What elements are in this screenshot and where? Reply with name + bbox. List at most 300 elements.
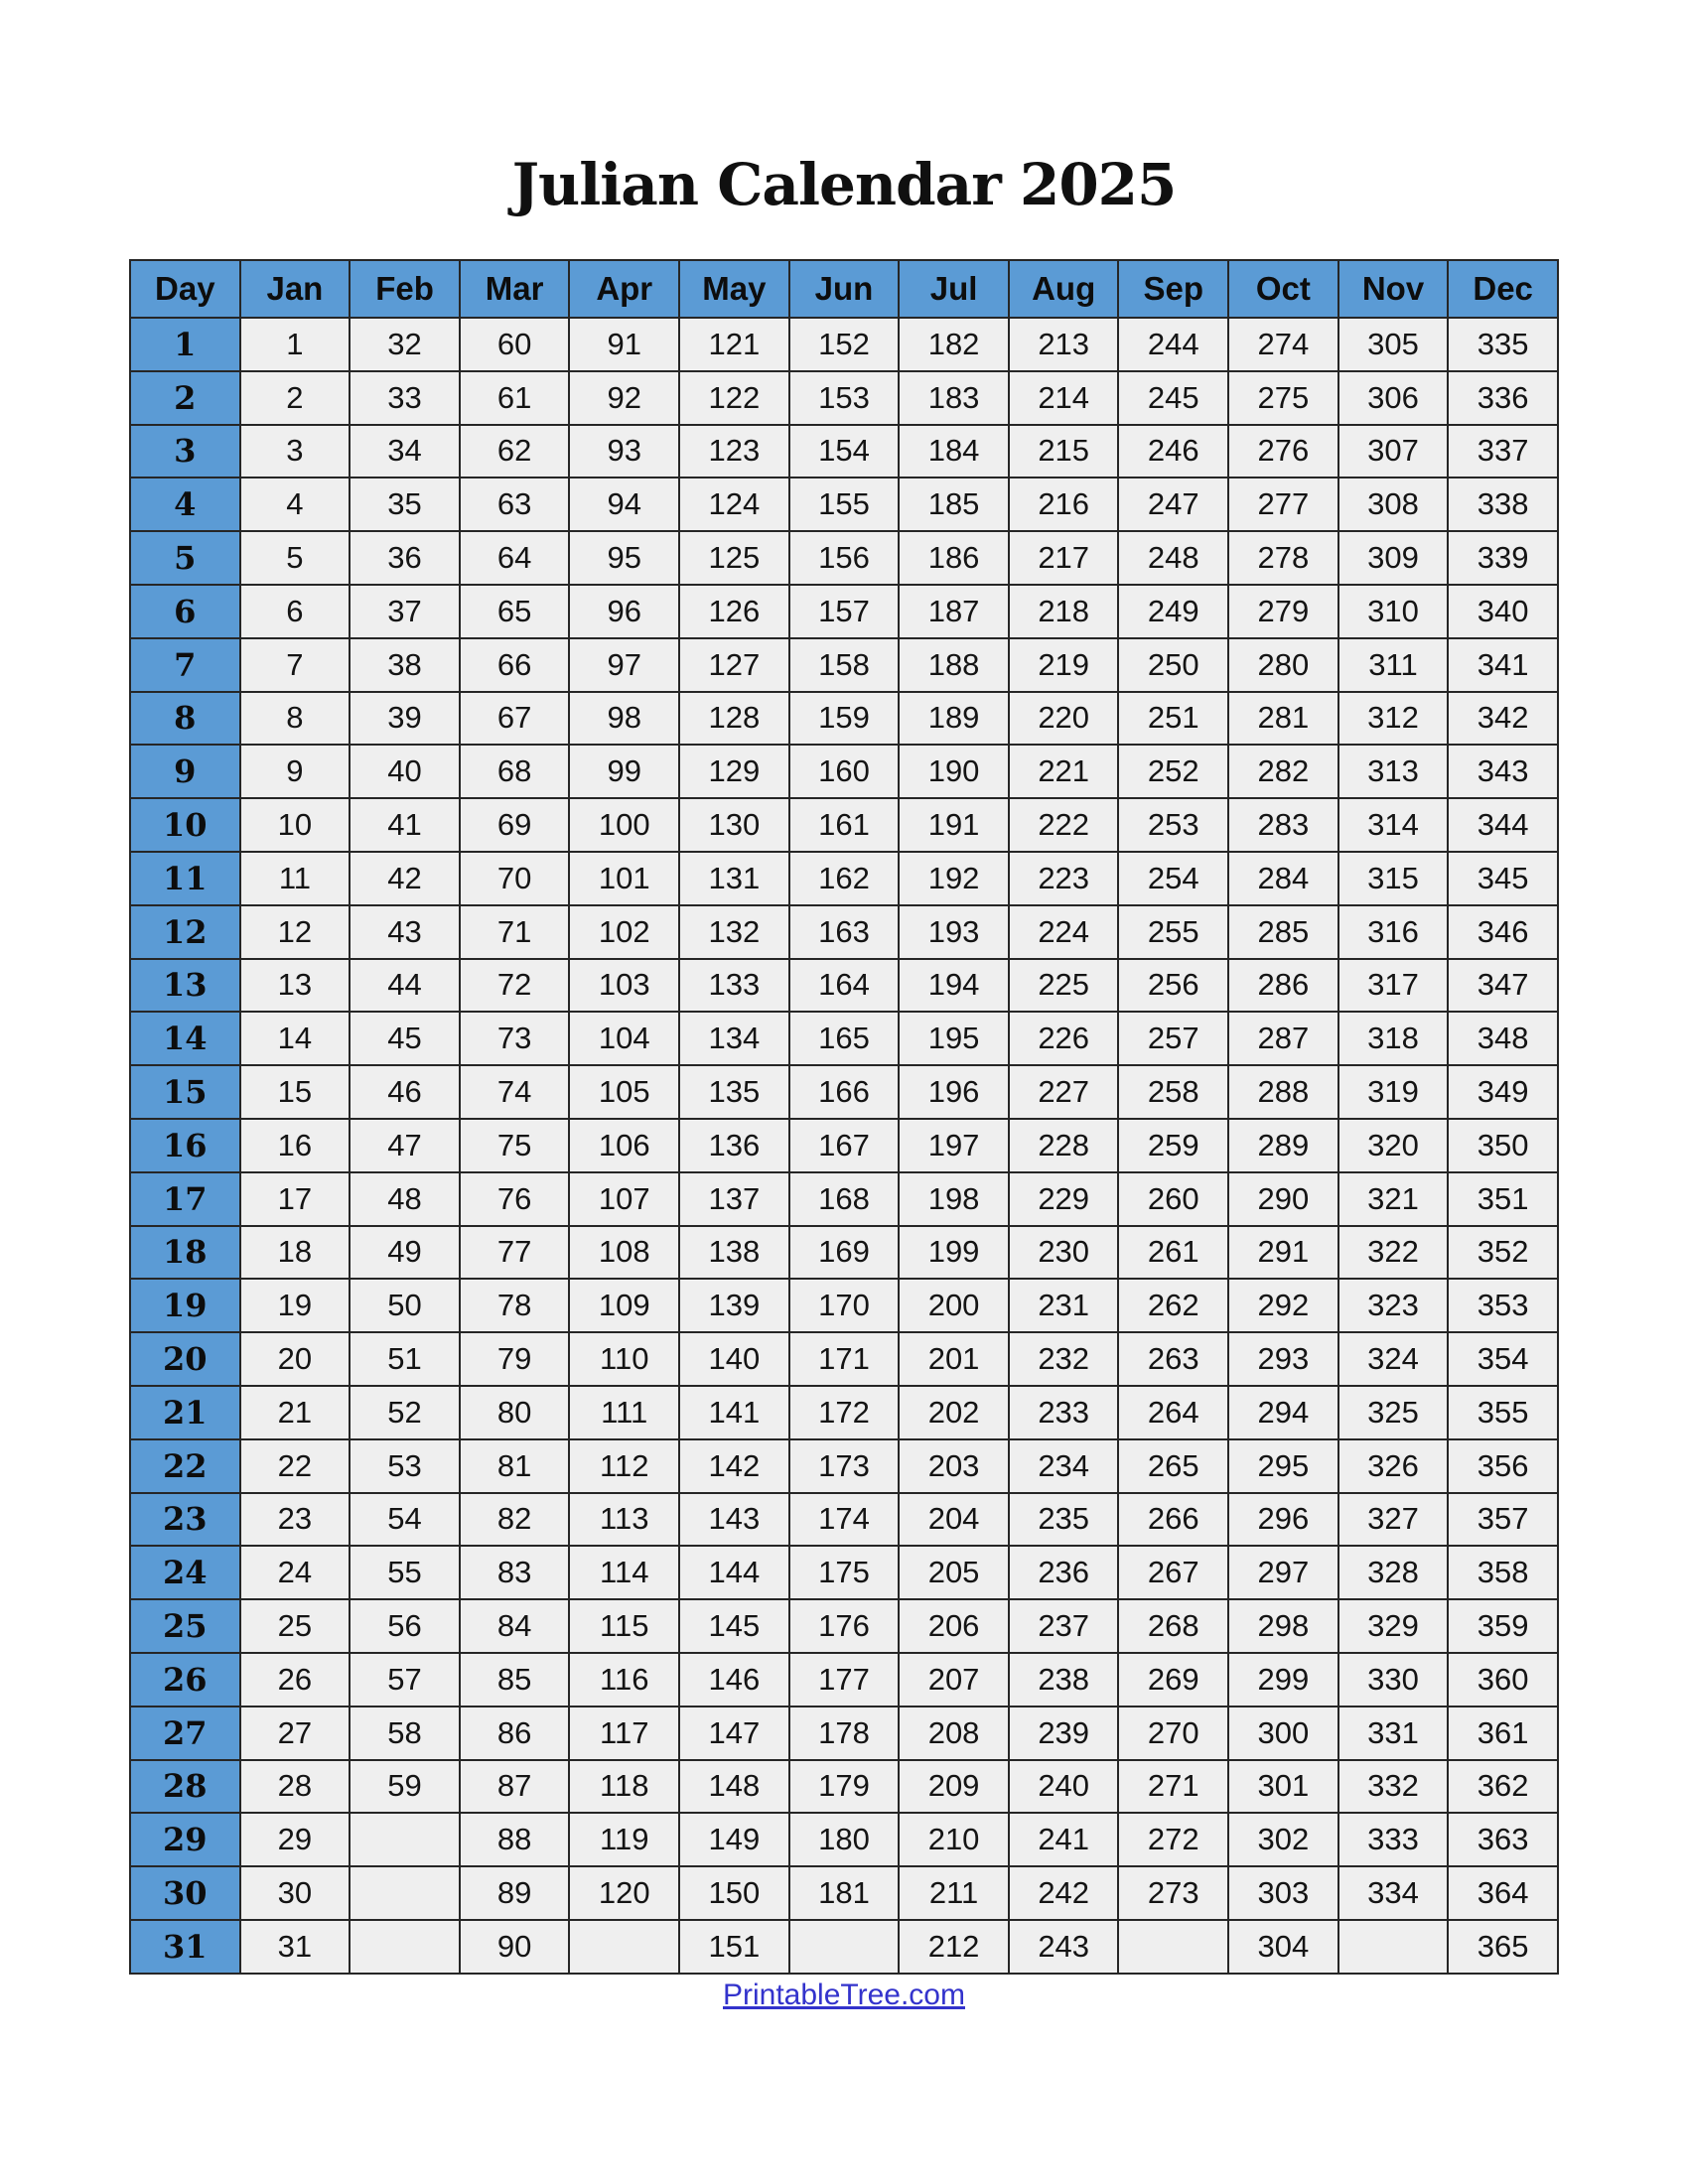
julian-day-cell: 206: [899, 1599, 1009, 1653]
julian-day-cell: 341: [1448, 638, 1558, 692]
day-number-cell: 16: [130, 1119, 240, 1172]
julian-day-cell: 50: [350, 1279, 460, 1332]
julian-day-cell: 86: [460, 1706, 570, 1760]
julian-day-cell: 340: [1448, 585, 1558, 638]
julian-day-cell: 365: [1448, 1920, 1558, 1974]
julian-day-cell: 104: [569, 1012, 679, 1065]
julian-day-cell: 230: [1009, 1226, 1119, 1280]
julian-day-cell: 58: [350, 1706, 460, 1760]
julian-day-cell: 343: [1448, 745, 1558, 798]
julian-day-cell: 118: [569, 1760, 679, 1814]
julian-day-cell: 140: [679, 1332, 789, 1386]
julian-day-cell: 226: [1009, 1012, 1119, 1065]
julian-day-cell: 117: [569, 1706, 679, 1760]
julian-day-cell: 148: [679, 1760, 789, 1814]
julian-day-cell: 71: [460, 905, 570, 959]
julian-day-cell: 101: [569, 852, 679, 905]
julian-day-cell: 62: [460, 425, 570, 478]
julian-day-cell: 30: [240, 1866, 351, 1920]
julian-day-cell: 142: [679, 1439, 789, 1493]
julian-day-cell: 41: [350, 798, 460, 852]
julian-day-cell: 134: [679, 1012, 789, 1065]
julian-day-cell: 259: [1118, 1119, 1228, 1172]
julian-day-cell: 243: [1009, 1920, 1119, 1974]
table-row: [130, 1332, 1558, 1386]
julian-day-cell: 336: [1448, 371, 1558, 425]
table-row: [130, 1226, 1558, 1280]
julian-day-cell: 10: [240, 798, 351, 852]
julian-day-cell: 180: [789, 1813, 900, 1866]
julian-day-cell: 358: [1448, 1546, 1558, 1599]
julian-day-cell: 346: [1448, 905, 1558, 959]
julian-day-cell: 364: [1448, 1866, 1558, 1920]
julian-day-cell: 324: [1338, 1332, 1449, 1386]
julian-day-cell: 317: [1338, 959, 1449, 1013]
julian-day-cell: 334: [1338, 1866, 1449, 1920]
julian-day-cell: 174: [789, 1493, 900, 1547]
julian-day-cell: 236: [1009, 1546, 1119, 1599]
julian-day-cell: 225: [1009, 959, 1119, 1013]
julian-day-cell: 153: [789, 371, 900, 425]
julian-day-cell: 195: [899, 1012, 1009, 1065]
julian-day-cell: 6: [240, 585, 351, 638]
julian-day-cell: 173: [789, 1439, 900, 1493]
julian-day-cell: 9: [240, 745, 351, 798]
julian-day-cell: 216: [1009, 478, 1119, 531]
julian-day-cell: 312: [1338, 692, 1449, 746]
julian-day-cell: 288: [1228, 1065, 1338, 1119]
julian-day-cell: 335: [1448, 318, 1558, 371]
julian-day-cell: 61: [460, 371, 570, 425]
julian-day-cell: 164: [789, 959, 900, 1013]
julian-day-cell: 165: [789, 1012, 900, 1065]
julian-day-cell: 1: [240, 318, 351, 371]
day-number-cell: 7: [130, 638, 240, 692]
julian-day-cell: 303: [1228, 1866, 1338, 1920]
julian-day-cell: 197: [899, 1119, 1009, 1172]
julian-day-cell: 169: [789, 1226, 900, 1280]
julian-day-cell: 234: [1009, 1439, 1119, 1493]
julian-day-cell: 91: [569, 318, 679, 371]
julian-day-cell: 22: [240, 1439, 351, 1493]
julian-day-cell: 203: [899, 1439, 1009, 1493]
julian-day-cell: 125: [679, 531, 789, 585]
julian-day-cell: 321: [1338, 1172, 1449, 1226]
table-row: [130, 1012, 1558, 1065]
julian-day-cell: 207: [899, 1653, 1009, 1706]
julian-day-cell: 342: [1448, 692, 1558, 746]
julian-day-cell: 144: [679, 1546, 789, 1599]
julian-day-cell: 277: [1228, 478, 1338, 531]
julian-day-cell: 268: [1118, 1599, 1228, 1653]
julian-day-cell: 139: [679, 1279, 789, 1332]
julian-day-cell: 136: [679, 1119, 789, 1172]
julian-day-cell: 79: [460, 1332, 570, 1386]
julian-day-cell: 330: [1338, 1653, 1449, 1706]
julian-day-cell: 149: [679, 1813, 789, 1866]
julian-day-cell: 83: [460, 1546, 570, 1599]
day-number-cell: 12: [130, 905, 240, 959]
julian-day-cell: [569, 1920, 679, 1974]
julian-day-cell: 360: [1448, 1653, 1558, 1706]
julian-day-cell: 201: [899, 1332, 1009, 1386]
julian-day-cell: 59: [350, 1760, 460, 1814]
julian-day-cell: 212: [899, 1920, 1009, 1974]
julian-day-cell: 143: [679, 1493, 789, 1547]
julian-day-cell: 295: [1228, 1439, 1338, 1493]
julian-day-cell: 114: [569, 1546, 679, 1599]
julian-day-cell: 182: [899, 318, 1009, 371]
julian-day-cell: 282: [1228, 745, 1338, 798]
julian-day-cell: 219: [1009, 638, 1119, 692]
julian-day-cell: 141: [679, 1386, 789, 1439]
month-header-may: May: [679, 260, 789, 318]
julian-day-cell: 157: [789, 585, 900, 638]
julian-day-cell: 120: [569, 1866, 679, 1920]
julian-day-cell: 102: [569, 905, 679, 959]
julian-day-cell: 56: [350, 1599, 460, 1653]
julian-day-cell: 296: [1228, 1493, 1338, 1547]
julian-day-cell: 97: [569, 638, 679, 692]
julian-day-cell: 302: [1228, 1813, 1338, 1866]
julian-day-cell: 68: [460, 745, 570, 798]
julian-day-cell: 299: [1228, 1653, 1338, 1706]
day-number-cell: 25: [130, 1599, 240, 1653]
julian-day-cell: 263: [1118, 1332, 1228, 1386]
julian-day-cell: 185: [899, 478, 1009, 531]
julian-day-cell: 323: [1338, 1279, 1449, 1332]
julian-day-cell: 345: [1448, 852, 1558, 905]
printabletree-link[interactable]: PrintableTree.com: [723, 1979, 965, 2011]
day-number-cell: 4: [130, 478, 240, 531]
julian-day-cell: 111: [569, 1386, 679, 1439]
julian-day-cell: 231: [1009, 1279, 1119, 1332]
julian-day-cell: 92: [569, 371, 679, 425]
table-row: [130, 585, 1558, 638]
julian-day-cell: 270: [1118, 1706, 1228, 1760]
julian-day-cell: 211: [899, 1866, 1009, 1920]
julian-day-cell: 253: [1118, 798, 1228, 852]
julian-day-cell: 355: [1448, 1386, 1558, 1439]
julian-day-cell: 357: [1448, 1493, 1558, 1547]
julian-day-cell: 252: [1118, 745, 1228, 798]
julian-day-cell: 228: [1009, 1119, 1119, 1172]
julian-day-cell: 290: [1228, 1172, 1338, 1226]
julian-day-cell: 347: [1448, 959, 1558, 1013]
day-number-cell: 18: [130, 1226, 240, 1280]
julian-day-cell: 27: [240, 1706, 351, 1760]
julian-day-cell: 33: [350, 371, 460, 425]
julian-day-cell: 177: [789, 1653, 900, 1706]
julian-day-cell: 18: [240, 1226, 351, 1280]
julian-day-cell: 44: [350, 959, 460, 1013]
julian-day-cell: 337: [1448, 425, 1558, 478]
julian-day-cell: 328: [1338, 1546, 1449, 1599]
month-header-dec: Dec: [1448, 260, 1558, 318]
table-row: [130, 1546, 1558, 1599]
julian-day-cell: 187: [899, 585, 1009, 638]
julian-day-cell: 51: [350, 1332, 460, 1386]
julian-day-cell: 47: [350, 1119, 460, 1172]
julian-day-cell: 109: [569, 1279, 679, 1332]
julian-day-cell: 205: [899, 1546, 1009, 1599]
julian-day-cell: 262: [1118, 1279, 1228, 1332]
julian-day-cell: 245: [1118, 371, 1228, 425]
julian-day-cell: 55: [350, 1546, 460, 1599]
table-row: [130, 1706, 1558, 1760]
julian-day-cell: 261: [1118, 1226, 1228, 1280]
julian-day-cell: 25: [240, 1599, 351, 1653]
julian-day-cell: 84: [460, 1599, 570, 1653]
julian-day-cell: 122: [679, 371, 789, 425]
julian-day-cell: 339: [1448, 531, 1558, 585]
julian-day-cell: 158: [789, 638, 900, 692]
julian-day-cell: 16: [240, 1119, 351, 1172]
month-header-jun: Jun: [789, 260, 900, 318]
table-row: [130, 1866, 1558, 1920]
julian-day-cell: 43: [350, 905, 460, 959]
julian-day-cell: 332: [1338, 1760, 1449, 1814]
julian-day-cell: 21: [240, 1386, 351, 1439]
day-number-cell: 23: [130, 1493, 240, 1547]
julian-day-cell: 146: [679, 1653, 789, 1706]
julian-day-cell: 4: [240, 478, 351, 531]
julian-day-cell: 188: [899, 638, 1009, 692]
julian-day-cell: 137: [679, 1172, 789, 1226]
day-number-cell: 11: [130, 852, 240, 905]
julian-day-cell: 69: [460, 798, 570, 852]
table-row: [130, 638, 1558, 692]
julian-day-cell: 314: [1338, 798, 1449, 852]
julian-day-cell: 167: [789, 1119, 900, 1172]
julian-day-cell: 130: [679, 798, 789, 852]
julian-day-cell: 90: [460, 1920, 570, 1974]
julian-day-cell: 147: [679, 1706, 789, 1760]
julian-day-cell: 286: [1228, 959, 1338, 1013]
day-number-cell: 2: [130, 371, 240, 425]
table-row: [130, 371, 1558, 425]
julian-day-cell: 319: [1338, 1065, 1449, 1119]
julian-day-cell: 113: [569, 1493, 679, 1547]
day-number-cell: 14: [130, 1012, 240, 1065]
julian-day-cell: 274: [1228, 318, 1338, 371]
julian-day-cell: 281: [1228, 692, 1338, 746]
julian-day-cell: 67: [460, 692, 570, 746]
table-row: [130, 1920, 1558, 1974]
day-number-cell: 27: [130, 1706, 240, 1760]
julian-day-cell: 77: [460, 1226, 570, 1280]
julian-day-cell: 257: [1118, 1012, 1228, 1065]
julian-day-cell: 208: [899, 1706, 1009, 1760]
julian-day-cell: 310: [1338, 585, 1449, 638]
day-number-cell: 29: [130, 1813, 240, 1866]
julian-day-cell: 87: [460, 1760, 570, 1814]
julian-day-cell: 3: [240, 425, 351, 478]
julian-day-cell: 74: [460, 1065, 570, 1119]
julian-day-cell: 285: [1228, 905, 1338, 959]
julian-day-cell: 105: [569, 1065, 679, 1119]
table-row: [130, 692, 1558, 746]
julian-day-cell: 338: [1448, 478, 1558, 531]
julian-day-cell: 186: [899, 531, 1009, 585]
julian-day-cell: 135: [679, 1065, 789, 1119]
month-header-nov: Nov: [1338, 260, 1449, 318]
julian-day-cell: 70: [460, 852, 570, 905]
julian-day-cell: 160: [789, 745, 900, 798]
julian-day-cell: 269: [1118, 1653, 1228, 1706]
julian-calendar-table: [129, 259, 1559, 1975]
julian-day-cell: 119: [569, 1813, 679, 1866]
julian-day-cell: 199: [899, 1226, 1009, 1280]
julian-day-cell: 178: [789, 1706, 900, 1760]
table-header: [130, 260, 1558, 318]
julian-day-cell: 181: [789, 1866, 900, 1920]
julian-day-cell: 26: [240, 1653, 351, 1706]
julian-day-cell: 229: [1009, 1172, 1119, 1226]
table-row: [130, 959, 1558, 1013]
julian-day-cell: 107: [569, 1172, 679, 1226]
julian-day-cell: 251: [1118, 692, 1228, 746]
julian-day-cell: 150: [679, 1866, 789, 1920]
julian-day-cell: 192: [899, 852, 1009, 905]
julian-day-cell: 322: [1338, 1226, 1449, 1280]
table-row: [130, 318, 1558, 371]
julian-day-cell: 297: [1228, 1546, 1338, 1599]
julian-day-cell: 239: [1009, 1706, 1119, 1760]
julian-day-cell: 171: [789, 1332, 900, 1386]
julian-day-cell: 38: [350, 638, 460, 692]
julian-day-cell: 283: [1228, 798, 1338, 852]
julian-day-cell: 266: [1118, 1493, 1228, 1547]
month-header-jul: Jul: [899, 260, 1009, 318]
julian-day-cell: 223: [1009, 852, 1119, 905]
julian-day-cell: 220: [1009, 692, 1119, 746]
julian-day-cell: 175: [789, 1546, 900, 1599]
julian-day-cell: 198: [899, 1172, 1009, 1226]
julian-day-cell: 128: [679, 692, 789, 746]
julian-day-cell: 19: [240, 1279, 351, 1332]
julian-day-cell: 152: [789, 318, 900, 371]
julian-day-cell: 352: [1448, 1226, 1558, 1280]
month-header-apr: Apr: [569, 260, 679, 318]
julian-day-cell: 344: [1448, 798, 1558, 852]
julian-day-cell: 244: [1118, 318, 1228, 371]
table-row: [130, 531, 1558, 585]
table-row: [130, 1172, 1558, 1226]
julian-day-cell: 35: [350, 478, 460, 531]
table-row: [130, 1119, 1558, 1172]
julian-day-cell: 183: [899, 371, 1009, 425]
julian-day-cell: 20: [240, 1332, 351, 1386]
day-number-cell: 30: [130, 1866, 240, 1920]
day-number-cell: 24: [130, 1546, 240, 1599]
julian-day-cell: 209: [899, 1760, 1009, 1814]
julian-day-cell: 103: [569, 959, 679, 1013]
julian-day-cell: 348: [1448, 1012, 1558, 1065]
julian-day-cell: 93: [569, 425, 679, 478]
julian-day-cell: 52: [350, 1386, 460, 1439]
julian-day-cell: 298: [1228, 1599, 1338, 1653]
julian-day-cell: 210: [899, 1813, 1009, 1866]
julian-day-cell: 292: [1228, 1279, 1338, 1332]
table-row: [130, 1760, 1558, 1814]
month-header-sep: Sep: [1118, 260, 1228, 318]
julian-day-cell: 351: [1448, 1172, 1558, 1226]
julian-day-cell: 28: [240, 1760, 351, 1814]
julian-day-cell: 194: [899, 959, 1009, 1013]
julian-day-cell: 304: [1228, 1920, 1338, 1974]
day-number-cell: 31: [130, 1920, 240, 1974]
julian-day-cell: 66: [460, 638, 570, 692]
julian-day-cell: 309: [1338, 531, 1449, 585]
julian-day-cell: 191: [899, 798, 1009, 852]
julian-day-cell: 308: [1338, 478, 1449, 531]
julian-day-cell: 42: [350, 852, 460, 905]
julian-day-cell: 363: [1448, 1813, 1558, 1866]
julian-day-cell: 151: [679, 1920, 789, 1974]
julian-day-cell: 145: [679, 1599, 789, 1653]
julian-day-cell: 155: [789, 478, 900, 531]
day-number-cell: 28: [130, 1760, 240, 1814]
julian-day-cell: [1118, 1920, 1228, 1974]
julian-day-cell: 129: [679, 745, 789, 798]
day-number-cell: 26: [130, 1653, 240, 1706]
table-row: [130, 1279, 1558, 1332]
julian-day-cell: 166: [789, 1065, 900, 1119]
day-number-cell: 22: [130, 1439, 240, 1493]
julian-day-cell: 256: [1118, 959, 1228, 1013]
day-number-cell: 10: [130, 798, 240, 852]
julian-day-cell: 273: [1118, 1866, 1228, 1920]
julian-day-cell: 176: [789, 1599, 900, 1653]
julian-day-cell: 23: [240, 1493, 351, 1547]
julian-day-cell: 45: [350, 1012, 460, 1065]
julian-day-cell: 267: [1118, 1546, 1228, 1599]
julian-day-cell: 289: [1228, 1119, 1338, 1172]
table-row: [130, 478, 1558, 531]
header-row: [130, 260, 1558, 318]
julian-day-cell: 72: [460, 959, 570, 1013]
table-row: [130, 1653, 1558, 1706]
day-number-cell: 5: [130, 531, 240, 585]
julian-day-cell: 163: [789, 905, 900, 959]
month-header-oct: Oct: [1228, 260, 1338, 318]
page-title: Julian Calendar 2025: [511, 151, 1177, 218]
julian-day-cell: 213: [1009, 318, 1119, 371]
julian-day-cell: 39: [350, 692, 460, 746]
julian-day-cell: 354: [1448, 1332, 1558, 1386]
julian-day-cell: 249: [1118, 585, 1228, 638]
julian-day-cell: 168: [789, 1172, 900, 1226]
julian-day-cell: 193: [899, 905, 1009, 959]
julian-day-cell: 81: [460, 1439, 570, 1493]
julian-day-cell: 218: [1009, 585, 1119, 638]
julian-day-cell: 254: [1118, 852, 1228, 905]
julian-day-cell: 2: [240, 371, 351, 425]
julian-day-cell: 49: [350, 1226, 460, 1280]
julian-day-cell: 162: [789, 852, 900, 905]
julian-day-cell: 29: [240, 1813, 351, 1866]
julian-day-cell: 95: [569, 531, 679, 585]
julian-day-cell: 46: [350, 1065, 460, 1119]
day-number-cell: 9: [130, 745, 240, 798]
julian-day-cell: 237: [1009, 1599, 1119, 1653]
julian-day-cell: 112: [569, 1439, 679, 1493]
julian-day-cell: 98: [569, 692, 679, 746]
julian-day-cell: 349: [1448, 1065, 1558, 1119]
julian-day-cell: 214: [1009, 371, 1119, 425]
table-row: [130, 905, 1558, 959]
